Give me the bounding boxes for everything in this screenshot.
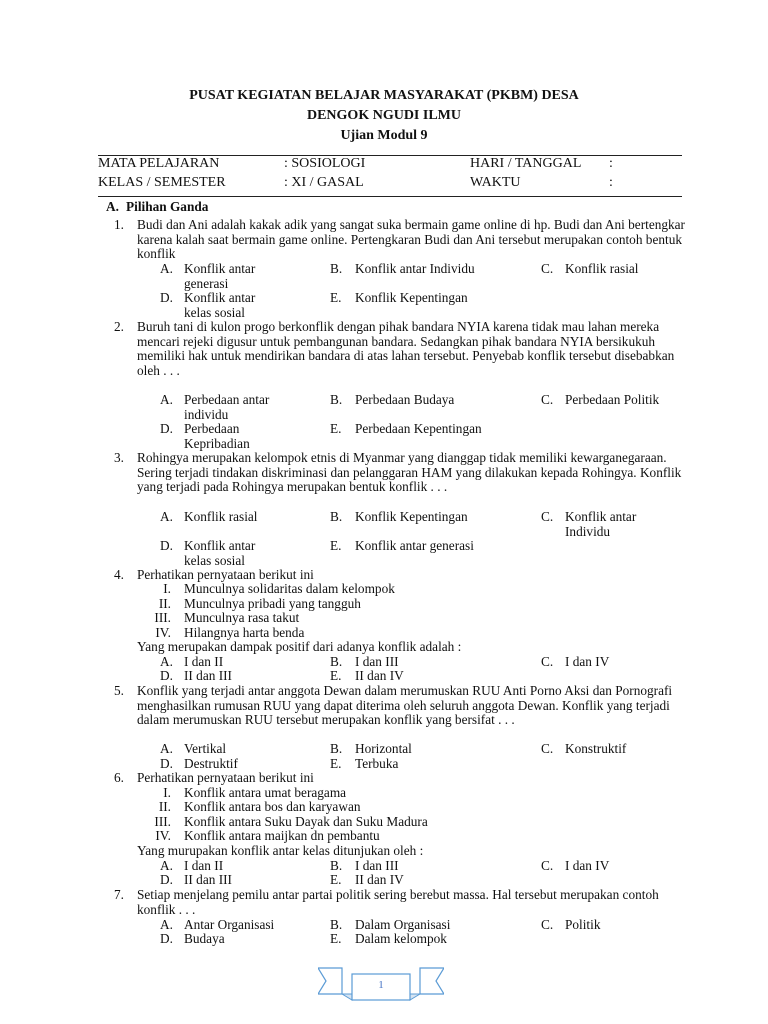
statement-numeral: I.	[163, 785, 171, 800]
option-text: Dalam kelompok	[355, 931, 447, 946]
statement-text: Konflik antara bos dan karyawan	[184, 799, 361, 814]
option-letter: D.	[160, 290, 173, 305]
option-letter: A.	[160, 917, 173, 932]
option-letter: A.	[160, 654, 173, 669]
option-letter: E.	[330, 421, 342, 436]
question-number: 7.	[114, 887, 124, 902]
option-letter: E.	[330, 290, 342, 305]
option-text: Perbedaan Kepribadian	[184, 421, 250, 451]
option-letter: D.	[160, 421, 173, 436]
option-letter: D.	[160, 756, 173, 771]
option-text: II dan IV	[355, 668, 404, 683]
option-letter: B.	[330, 392, 343, 407]
option-text: II dan IV	[355, 872, 404, 887]
option-text: II dan III	[184, 668, 232, 683]
page-number: 1	[378, 979, 384, 991]
option-text: Vertikal	[184, 741, 227, 756]
question-number: 1.	[114, 217, 124, 232]
option-letter: E.	[330, 756, 342, 771]
statement-numeral: III.	[154, 610, 171, 625]
subject-value: : SOSIOLOGI	[284, 156, 366, 171]
statement-text: Konflik antara Suku Dayak dan Suku Madura	[184, 814, 428, 829]
question-text: Budi dan Ani adalah kakak adik yang sangat suka bermain game online di hp. Budi dan Ani bertengkar karena kalah saat bermain game online. Pertengkaran Budi dan Ani tersebut merupakan contoh bentuk konflik	[137, 217, 685, 261]
option-text: Konflik antar generasi	[355, 538, 474, 553]
statement-numeral: II.	[158, 799, 171, 814]
option-letter: C.	[541, 917, 554, 932]
exam-title: Ujian Modul 9	[340, 128, 428, 143]
statement-text: Munculnya solidaritas dalam kelompok	[184, 581, 395, 596]
question-intro: Perhatikan pernyataan berikut ini	[137, 567, 314, 582]
option-letter: B.	[330, 741, 343, 756]
statement-text: Hilangnya harta benda	[184, 625, 305, 640]
question-number: 3.	[114, 450, 124, 465]
question-number: 6.	[114, 770, 124, 785]
option-text: Konflik antar kelas sosial	[184, 290, 256, 320]
institution-title: PUSAT KEGIATAN BELAJAR MASYARAKAT (PKBM) DESA	[189, 88, 579, 103]
class-label: KELAS / SEMESTER	[98, 175, 226, 190]
option-letter: E.	[330, 538, 342, 553]
option-text: II dan III	[184, 872, 232, 887]
statement-text: Konflik antara maijkan dn pembantu	[184, 828, 380, 843]
question-ask: Yang murupakan konflik antar kelas ditunjukan oleh :	[137, 843, 424, 858]
option-letter: A.	[160, 392, 173, 407]
option-text: I dan II	[184, 858, 224, 873]
section-title: Pilihan Ganda	[126, 199, 209, 214]
option-text: Konstruktif	[565, 741, 627, 756]
option-text: Konflik antar Individu	[565, 509, 637, 539]
option-text: Politik	[565, 917, 601, 932]
option-letter: E.	[330, 872, 342, 887]
option-text: Terbuka	[355, 756, 399, 771]
option-text: I dan IV	[565, 858, 610, 873]
question-text: Rohingya merupakan kelompok etnis di Myanmar yang dianggap tidak memiliki kewarganegaraan. Sering terjadi tindakan diskriminasi dan pelanggaran HAM yang dilakukan kepada Rohingya. Konflik yang terjadi pada Rohingya merupakan bentuk konflik . . .	[137, 450, 682, 494]
option-text: Perbedaan Kepentingan	[355, 421, 482, 436]
statement-text: Konflik antara umat beragama	[184, 785, 347, 800]
option-text: Konflik antar kelas sosial	[184, 538, 256, 568]
option-text: I dan IV	[565, 654, 610, 669]
question-intro: Perhatikan pernyataan berikut ini	[137, 770, 314, 785]
option-letter: A.	[160, 858, 173, 873]
option-letter: A.	[160, 509, 173, 524]
statement-numeral: III.	[154, 814, 171, 829]
option-text: Perbedaan Politik	[565, 392, 660, 407]
option-text: I dan II	[184, 654, 224, 669]
option-letter: B.	[330, 261, 343, 276]
option-text: Konflik Kepentingan	[355, 290, 468, 305]
option-text: Destruktif	[184, 756, 238, 771]
subject-label: MATA PELAJARAN	[98, 156, 220, 171]
option-text: I dan III	[355, 654, 399, 669]
time-value: :	[609, 175, 613, 190]
option-letter: C.	[541, 261, 554, 276]
option-text: I dan III	[355, 858, 399, 873]
option-letter: C.	[541, 392, 554, 407]
option-text: Perbedaan antar individu	[184, 392, 270, 422]
option-letter: C.	[541, 741, 554, 756]
option-letter: C.	[541, 858, 554, 873]
option-letter: A.	[160, 261, 173, 276]
question-ask: Yang merupakan dampak positif dari adanya konflik adalah :	[137, 639, 462, 654]
option-text: Konflik rasial	[565, 261, 639, 276]
option-text: Konflik Kepentingan	[355, 509, 468, 524]
option-letter: A.	[160, 741, 173, 756]
option-text: Horizontal	[355, 741, 412, 756]
option-letter: B.	[330, 917, 343, 932]
option-text: Konflik rasial	[184, 509, 258, 524]
option-text: Budaya	[184, 931, 225, 946]
statement-numeral: II.	[158, 596, 171, 611]
table-bottom-rule	[98, 196, 682, 197]
option-letter: B.	[330, 509, 343, 524]
statement-numeral: IV.	[155, 828, 171, 843]
option-letter: E.	[330, 668, 342, 683]
question-number: 2.	[114, 319, 124, 334]
statement-text: Munculnya rasa takut	[184, 610, 300, 625]
option-letter: C.	[541, 654, 554, 669]
time-label: WAKTU	[470, 175, 521, 190]
statement-text: Munculnya pribadi yang tangguh	[184, 596, 361, 611]
option-letter: D.	[160, 538, 173, 553]
day-value: :	[609, 156, 613, 171]
option-letter: C.	[541, 509, 554, 524]
option-letter: B.	[330, 858, 343, 873]
question-text: Konflik yang terjadi antar anggota Dewan dalam merumuskan RUU Anti Porno Aksi dan Pornografi menghasilkan rumusan RUU yang dapat diterima oleh seluruh anggota Dewan. Konflik yang terjadi dalam merumuskan RUU tersebut merupakan konflik yang bersifat . . .	[137, 683, 673, 727]
day-label: HARI / TANGGAL	[470, 156, 582, 171]
option-letter: D.	[160, 931, 173, 946]
question-number: 5.	[114, 683, 124, 698]
statement-numeral: IV.	[155, 625, 171, 640]
option-letter: B.	[330, 654, 343, 669]
question-text: Buruh tani di kulon progo berkonflik dengan pihak bandara NYIA karena tidak mau lahan mereka mencari rejeki digusur untuk pembangunan bandara. Sedangkan pihak bandara NYIA bersikukuh memiliki hak untuk mendirikan bandara di atas lahan tersebut. Penyebab konflik tersebut disebabkan oleh . . .	[137, 319, 675, 378]
option-text: Dalam Organisasi	[355, 917, 451, 932]
option-text: Konflik antar Individu	[355, 261, 475, 276]
option-letter: D.	[160, 668, 173, 683]
option-letter: E.	[330, 931, 342, 946]
section-letter: A.	[106, 199, 119, 214]
option-text: Perbedaan Budaya	[355, 392, 455, 407]
option-text: Konflik antar generasi	[184, 261, 256, 291]
option-letter: D.	[160, 872, 173, 887]
page-number-ribbon	[318, 964, 444, 1002]
question-number: 4.	[114, 567, 124, 582]
option-text: Antar Organisasi	[184, 917, 275, 932]
statement-numeral: I.	[163, 581, 171, 596]
institution-subtitle: DENGOK NGUDI ILMU	[306, 108, 461, 123]
class-value: : XI / GASAL	[284, 175, 364, 190]
question-text: Setiap menjelang pemilu antar partai politik sering berebut massa. Hal tersebut merupakan contoh konflik . . .	[137, 887, 659, 917]
